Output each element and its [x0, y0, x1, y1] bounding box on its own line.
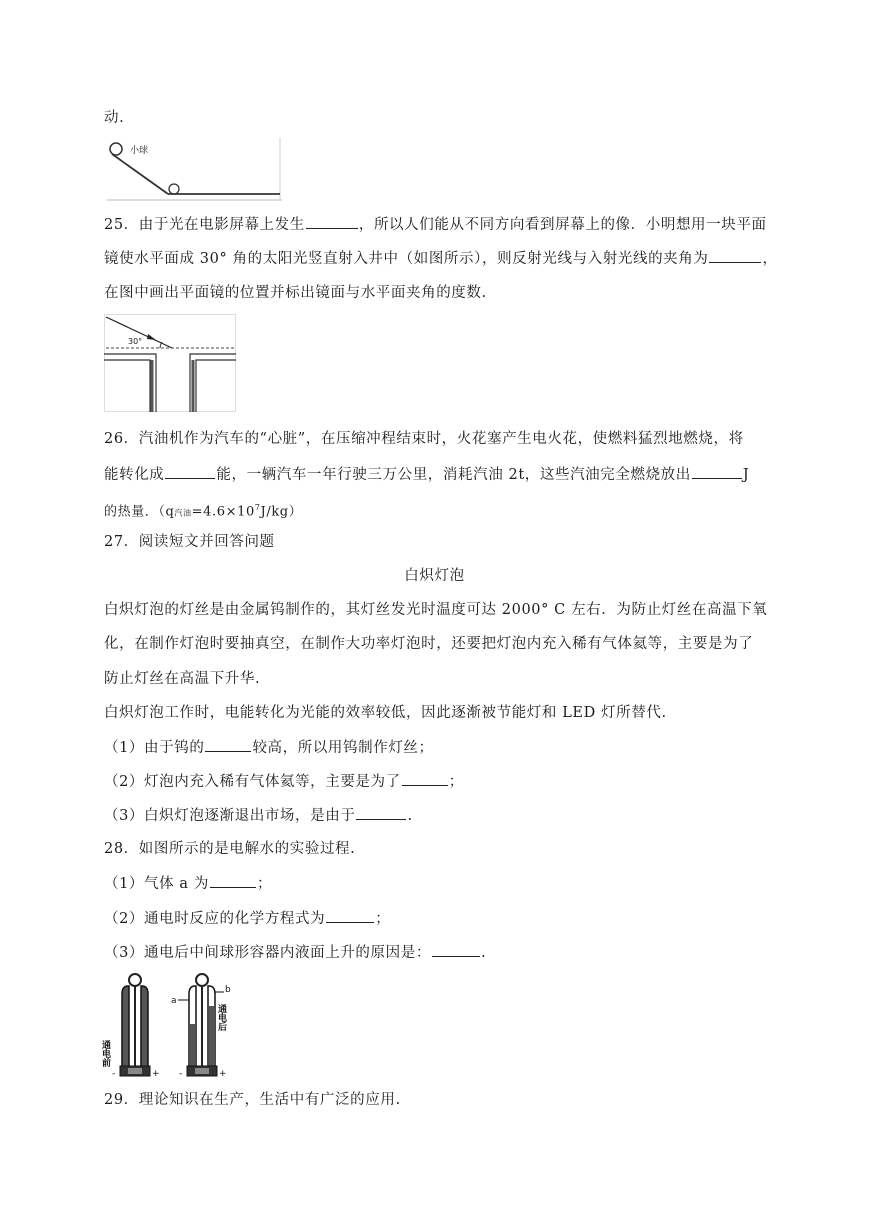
article-paragraph: 化，在制作灯泡时要抽真空，在制作大功率灯泡时，还要把灯泡内充入稀有气体氦等，主要是为了 [104, 636, 754, 652]
article-title: 白炽灯泡 [404, 568, 465, 584]
well-right-wall-inner [196, 360, 236, 412]
angle-label: 30° [128, 337, 143, 346]
electrode-base-center [128, 1068, 142, 1074]
reservoir-bulb-icon [196, 974, 208, 986]
q26-text: J [742, 467, 750, 483]
q28-text: ； [375, 911, 391, 927]
ball-top-icon [110, 143, 122, 155]
q28-heading: 28．如图所示的是电解水的实验过程. [104, 841, 356, 857]
minus-sign: - [112, 1069, 116, 1079]
q25-text: ，所以人们能从不同方向看到屏幕上的像．小明想用一块平面 [358, 217, 767, 233]
answer-blank[interactable] [432, 942, 480, 957]
q26-subscript: 汽油 [174, 508, 192, 518]
q26-text: 能转化成 [104, 467, 165, 483]
electrolysis-figure [100, 970, 240, 1080]
q28-text: （2）通电时反应的化学方程式为 [104, 911, 326, 927]
answer-blank[interactable] [165, 464, 215, 479]
slope-line [112, 154, 168, 194]
ray-arrow-icon [147, 334, 156, 340]
answer-blank[interactable] [356, 805, 406, 820]
reservoir-bulb-icon [129, 974, 141, 986]
article-paragraph: 白炽灯泡的灯丝是由金属钨制作的，其灯丝发光时温度可达 2000° C 左右．为防止灯丝在高温下氧 [104, 602, 768, 618]
figure-frame [105, 315, 236, 412]
q28-text: （3）通电后中间球形容器内液面上升的原因是： [104, 945, 431, 961]
q28-text: . [480, 945, 487, 961]
apparatus-after [171, 974, 231, 1079]
electrode-base-center [195, 1068, 209, 1074]
answer-blank[interactable] [306, 214, 358, 229]
answer-blank[interactable] [326, 908, 374, 923]
q26-text: 的热量．（q [104, 504, 175, 520]
q28-sub1 [104, 873, 272, 894]
q26-text: =4.6×10 [191, 504, 255, 520]
plus-sign: + [152, 1069, 160, 1079]
left-tube-liquid [190, 1024, 195, 1066]
q27-text: 较高，所以用钨制作灯丝； [252, 740, 434, 756]
q27-sub2 [104, 771, 464, 792]
answer-blank[interactable] [692, 464, 742, 479]
q26-text: 能，一辆汽车一年行驶三万公里，消耗汽油 2t，这些汽油完全燃烧放出 [216, 467, 691, 483]
q27-text: （1）由于钨的 [104, 740, 205, 756]
q27-sub1 [104, 737, 434, 758]
apparatus-before [100, 974, 160, 1079]
q25-text: 镜使水平面成 30° 角的太阳光竖直射入井中（如图所示），则反射光线与入射光线的夹角为 [104, 251, 709, 267]
q29-heading: 29．理论知识在生产，生活中有广泛的应用. [104, 1092, 401, 1108]
q28-sub2 [104, 908, 390, 929]
q25-line2 [104, 248, 778, 269]
answer-blank[interactable] [210, 873, 256, 888]
well-right-wall [190, 354, 236, 412]
q26-line3 [104, 498, 302, 523]
q25-line1 [104, 214, 767, 235]
q24-tail: 动. [104, 110, 125, 126]
article-paragraph: 白炽灯泡工作时，电能转化为光能的效率较低，因此逐渐被节能灯和 LED 灯所替代. [104, 705, 667, 721]
label-b: b [225, 985, 231, 995]
ball-label: 小球 [130, 146, 149, 156]
label-after: 通电后 [216, 1004, 226, 1031]
q26-superscript: 7 [254, 503, 261, 512]
q27-text: （3）白炽灯泡逐渐退出市场，是由于 [104, 808, 356, 824]
label-before: 通电前 [100, 1040, 110, 1067]
q28-text: （1）气体 a 为 [104, 876, 209, 892]
q25-text: 25．由于光在电影屏幕上发生 [104, 217, 305, 233]
article-paragraph: 防止灯丝在高温下升华. [104, 671, 261, 687]
q28-sub3 [104, 942, 486, 963]
q27-sub3 [104, 805, 413, 826]
ball-bottom-icon [169, 184, 179, 194]
right-tube [141, 986, 148, 1066]
ball-slope-figure [104, 136, 284, 202]
q25-line3: 在图中画出平面镜的位置并标出镜面与水平面夹角的度数. [104, 285, 487, 301]
q27-text: . [407, 808, 413, 824]
q27-text: ； [448, 774, 464, 790]
q26-line1: 26．汽油机作为汽车的“心脏”，在压缩冲程结束时，火花塞产生电火花，使燃料猛烈地燃烧，将 [104, 431, 744, 447]
well-figure [104, 314, 236, 412]
q27-heading: 27．阅读短文并回答问题 [104, 534, 275, 550]
well-left-wall [104, 354, 156, 412]
label-a: a [171, 996, 177, 1006]
answer-blank[interactable] [709, 248, 761, 263]
q26-text: J/kg） [260, 504, 303, 520]
plus-sign: + [219, 1069, 227, 1079]
well-left-wall-inner [104, 360, 150, 412]
q26-line2 [104, 464, 749, 485]
right-tube-liquid [209, 1006, 214, 1066]
answer-blank[interactable] [205, 737, 251, 752]
q28-text: ； [257, 876, 273, 892]
answer-blank[interactable] [402, 771, 448, 786]
q27-text: （2）灯泡内充入稀有气体氦等，主要是为了 [104, 774, 401, 790]
q25-text: ， [762, 251, 778, 267]
minus-sign: - [179, 1069, 183, 1079]
left-tube [122, 986, 129, 1066]
